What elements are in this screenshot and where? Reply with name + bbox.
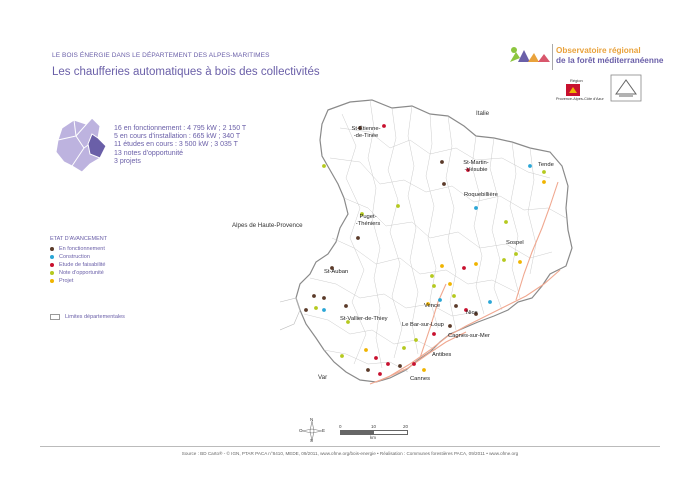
stat-etudes: 11 études en cours : 3 500 kW ; 3 035 T — [114, 141, 238, 149]
site-marker — [448, 324, 452, 328]
legend-dot — [50, 279, 54, 283]
site-marker — [528, 164, 532, 168]
scale-bar-fill — [341, 431, 374, 434]
neighbor-label-italie: Italie — [476, 110, 490, 117]
site-marker — [344, 304, 348, 308]
map-kicker: LE BOIS ÉNERGIE DANS LE DÉPARTEMENT DES ALPES-MARITIMES — [52, 52, 270, 59]
legend — [50, 245, 105, 285]
communes-forestieres-logo-icon — [610, 74, 642, 102]
legend-dot — [50, 263, 54, 267]
town-label-roquebilliere: Roquebillière — [464, 192, 498, 198]
site-marker — [414, 338, 418, 342]
legend-dot — [50, 271, 54, 275]
town-label-vence: Vence — [424, 303, 441, 309]
logo-line2: de la forêt méditerranéenne — [556, 56, 664, 65]
observatoire-logo-text — [556, 46, 663, 66]
site-marker — [514, 252, 518, 256]
department-map — [280, 88, 580, 410]
town-label-puget-theniers: Puget- -Théniers — [355, 214, 381, 227]
site-marker — [432, 332, 436, 336]
legend-item-fonctionnement: En fonctionnement — [50, 245, 105, 253]
site-marker — [438, 298, 442, 302]
site-marker — [454, 304, 458, 308]
legend-dot — [50, 247, 54, 251]
site-marker — [378, 372, 382, 376]
neighbor-label-alpes-haute-provence: Alpes de Haute-Provence — [232, 222, 303, 229]
footer-rule — [40, 446, 660, 447]
logo-line1: Observatoire régional — [556, 46, 641, 55]
site-marker — [442, 182, 446, 186]
legend-item-construction: Construction — [50, 253, 105, 261]
site-marker — [542, 180, 546, 184]
legend-dot — [50, 255, 54, 259]
town-label-st-auban: St-Auban — [324, 269, 349, 275]
site-marker — [322, 164, 326, 168]
site-marker — [474, 206, 478, 210]
site-marker — [440, 264, 444, 268]
site-marker — [440, 160, 444, 164]
site-marker — [340, 354, 344, 358]
source-footer: Source : BD Carto® - © IGN, PTAR PACA n°8410, MEDE, 09/2011, www.ofme.org/bois-energie • Réalisation : Communes forestières PACA, 09/2011 • www.ofme.org — [181, 451, 519, 456]
town-label-nice: Nice — [466, 310, 478, 316]
stat-projets: 3 projets — [114, 157, 141, 165]
legend-item-projet: Projet — [50, 277, 105, 285]
stats-list — [114, 125, 246, 166]
site-marker — [322, 296, 326, 300]
town-label-le-bar-sur-loup: Le Bar-sur-Loup — [402, 322, 444, 328]
site-marker — [386, 362, 390, 366]
stat-fonctionnement: 16 en fonctionnement : 4 795 kW ; 2 150 T — [114, 125, 247, 132]
town-label-cannes: Cannes — [410, 376, 430, 382]
site-marker — [474, 262, 478, 266]
site-marker — [312, 294, 316, 298]
scale-tick-10: 10 — [371, 424, 377, 429]
site-marker — [462, 266, 466, 270]
town-label-st-etienne: St-Étienne- -de-Tinée — [351, 126, 381, 139]
site-marker — [518, 260, 522, 264]
observatoire-logo-icon — [506, 44, 552, 68]
neighbor-label-var: Var — [318, 374, 328, 381]
boundary-legend: Limites départementales — [50, 314, 125, 320]
town-label-sospel: Sospel — [506, 240, 524, 246]
compass-n: N — [310, 417, 314, 422]
site-marker — [422, 368, 426, 372]
site-marker — [304, 308, 308, 312]
site-marker — [448, 282, 452, 286]
site-marker — [356, 236, 360, 240]
compass-s: S — [310, 438, 314, 443]
legend-title: ETAT D'AVANCEMENT — [50, 236, 108, 242]
logo-divider — [552, 44, 553, 70]
legend-item-etude: Etude de faisabilité — [50, 261, 105, 269]
site-marker — [488, 300, 492, 304]
stat-notes: 13 notes d'opportunité — [114, 149, 184, 157]
site-marker — [504, 220, 508, 224]
site-marker — [396, 204, 400, 208]
site-marker — [364, 348, 368, 352]
site-marker — [502, 258, 506, 262]
town-label-antibes: Antibes — [432, 352, 452, 358]
site-marker — [314, 306, 318, 310]
site-marker — [452, 294, 456, 298]
site-marker — [412, 362, 416, 366]
map-title: Les chaufferies automatiques à bois des collectivités — [52, 66, 320, 78]
town-label-st-vallier: St-Vallier-de-Thiey — [340, 316, 388, 322]
compass-o: O — [299, 428, 303, 433]
town-label-cagnes-sur-mer: Cagnes-sur-Mer — [448, 333, 490, 339]
region-name-label: Provence-Alpes-Côte d'Azur — [556, 97, 604, 101]
site-marker — [322, 308, 326, 312]
department-outline — [296, 100, 572, 382]
site-marker — [402, 346, 406, 350]
site-marker — [398, 364, 402, 368]
scale-unit: km — [370, 435, 376, 440]
site-marker — [430, 274, 434, 278]
scale-tick-20: 20 — [403, 424, 409, 429]
site-marker — [542, 170, 546, 174]
scale-tick-0: 0 — [339, 424, 342, 429]
region-top-label: Région — [570, 78, 583, 83]
boundary-swatch — [50, 314, 60, 320]
stat-installation: 5 en cours d'installation : 665 kW ; 340 T — [114, 133, 241, 141]
site-marker — [366, 368, 370, 372]
legend-item-note: Note d'opportunité — [50, 269, 105, 277]
town-label-tende: Tende — [538, 162, 554, 168]
site-marker — [374, 356, 378, 360]
town-label-st-martin: St-Martin- -Vésubie — [463, 160, 489, 173]
compass-e: E — [322, 428, 326, 433]
inset-department-map — [52, 114, 108, 174]
site-marker — [432, 284, 436, 288]
